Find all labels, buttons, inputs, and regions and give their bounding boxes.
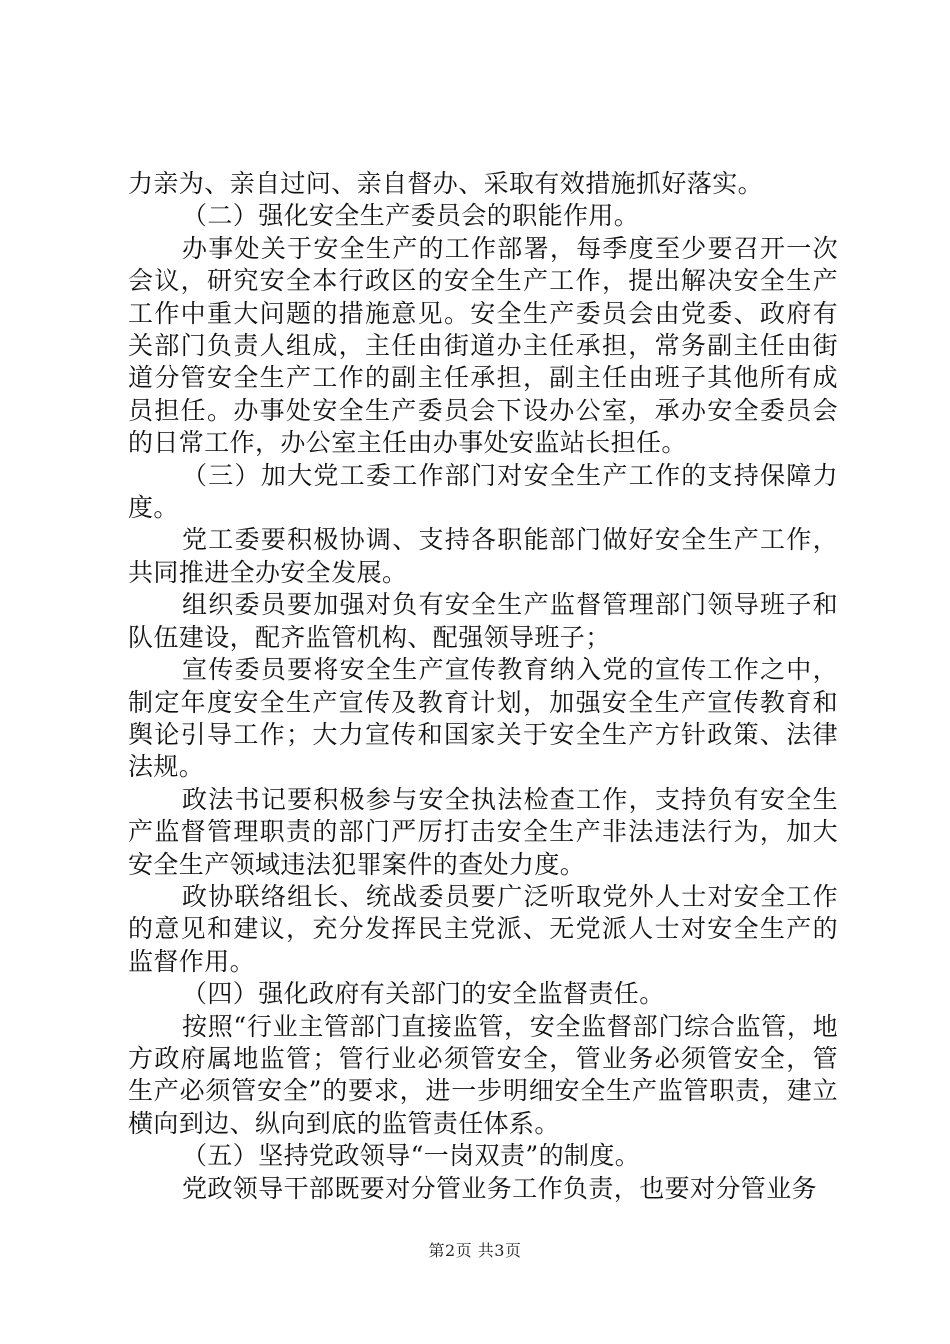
paragraph-1: 力亲为、亲自过问、亲自督办、采取有效措施抓好落实。 [128,169,764,198]
page-footer [0,1241,950,1261]
page-number: 第2页 共3页 [428,1241,522,1260]
section-heading-3: （三）加大党工委工作部门对安全生产工作的支持保障力度。 [128,460,838,523]
paragraph-3: 办事处关于安全生产的工作部署，每季度至少要召开一次会议，研究安全本行政区的安全生产工作，提出解决安全生产工作中重大问题的措施意见。安全生产委员会由党委、政府有关部门负责人组成，主任由街道办主任承担，常务副主任由街道分管安全生产工作的副主任承担，副主任由班子其他所有成员担任。办事处安全生产委员会下设办公室，承办安全委员会的日常工作，办公室主任由办事处安监站长担任。 [128,233,838,458]
section-heading-4: （四）强化政府有关部门的安全监督责任。 [182,979,665,1009]
section-heading-5: （五）坚持党政领导“一岗双责”的制度。 [182,1141,641,1171]
paragraph-11: 按照“行业主管部门直接监管，安全监督部门综合监管，地方政府属地监管；管行业必须管安全，管业务必须管安全，管生产必须管安全”的要求，进一步明细安全生产监管职责，建立横向到边、纵向到底的监管责任体系。 [128,1011,838,1138]
document-body [128,168,838,1205]
paragraph-9: 政协联络组长、统战委员要广泛听取党外人士对安全工作的意见和建议，充分发挥民主党派、无党派人士对安全生产的监督作用。 [128,881,838,976]
paragraph-13: 党政领导干部既要对分管业务工作负责，也要对分管业务 [182,1173,818,1203]
paragraph-6: 组织委员要加强对负有安全生产监督管理部门领导班子和队伍建设，配齐监管机构、配强领导班子； [128,590,838,652]
paragraph-8: 政法书记要积极参与安全执法检查工作，支持负有安全生产监督管理职责的部门严厉打击安全生产非法违法行为，加大安全生产领域违法犯罪案件的查处力度。 [128,784,838,879]
paragraph-5: 党工委要积极协调、支持各职能部门做好安全生产工作，共同推进全办安全发展。 [128,525,838,587]
paragraph-7: 宣传委员要将安全生产宣传教育纳入党的宣传工作之中，制定年度安全生产宣传及教育计划，加强安全生产宣传教育和舆论引导工作；大力宣传和国家关于安全生产方针政策、法律法规。 [128,655,838,782]
section-heading-2: （二）强化安全生产委员会的职能作用。 [182,201,640,231]
